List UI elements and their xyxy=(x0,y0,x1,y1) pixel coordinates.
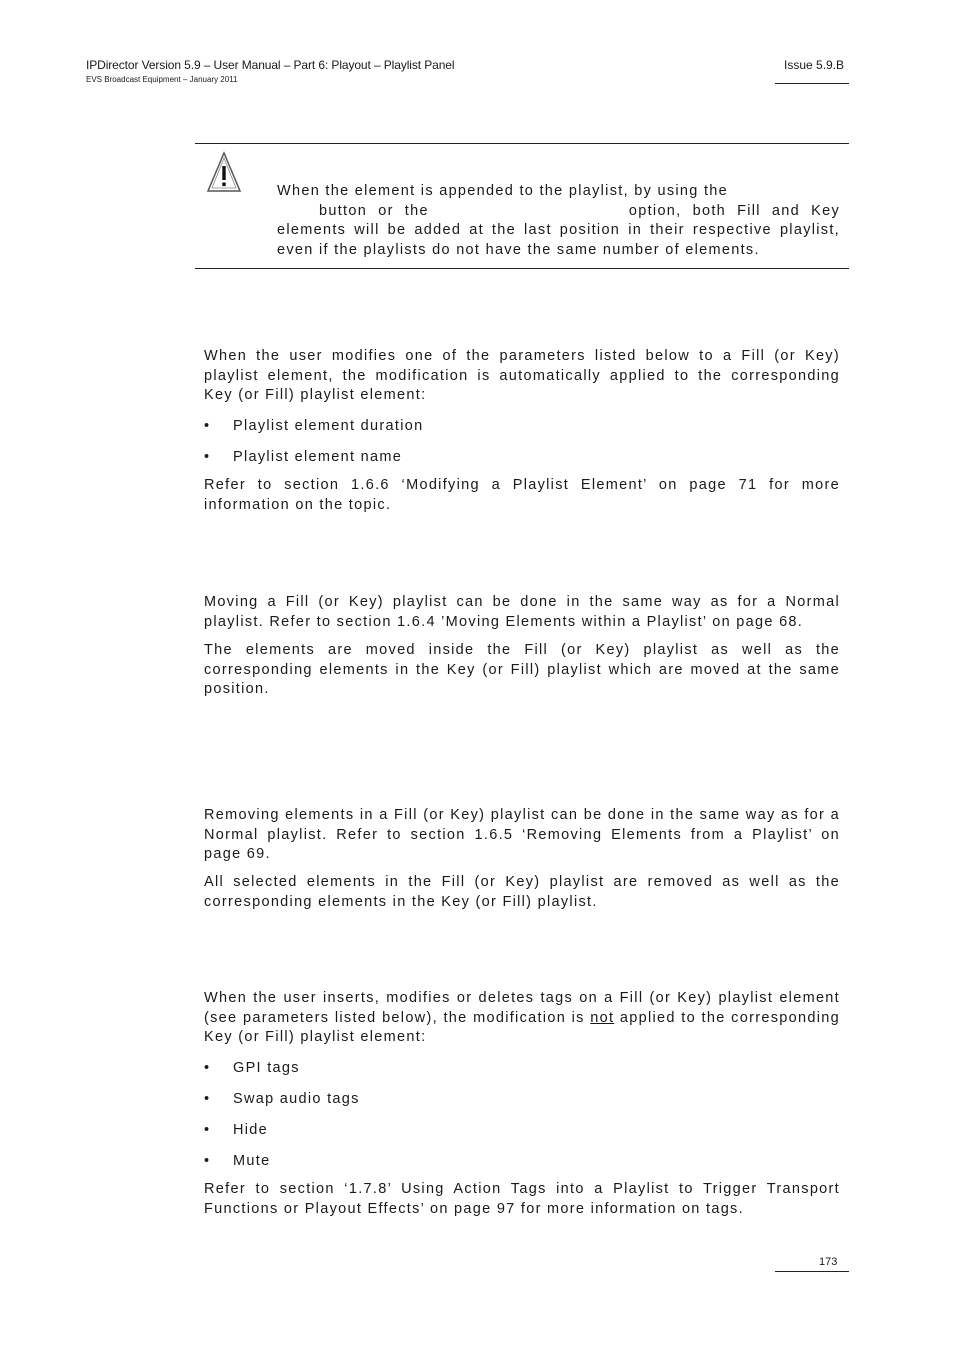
section4-line-2: (see parameters listed below), the modification is not applied to the corresponding xyxy=(204,1009,840,1026)
note-line-2 xyxy=(277,202,840,222)
list-item: • Hide xyxy=(204,1122,269,1138)
list-item: • Playlist element duration xyxy=(204,418,424,434)
section1-line-1: When the user modifies one of the parameters listed below to a Fill (or Key) xyxy=(204,348,840,364)
header-rule xyxy=(775,83,849,84)
section2-line-2: playlist. Refer to section 1.6.4 ’Moving Elements within a Playlist’ on page 68. xyxy=(204,613,804,630)
footer-rule xyxy=(775,1271,849,1272)
section2-paragraph-1 xyxy=(204,593,840,632)
section2-line-1: Moving a Fill (or Key) playlist can be done in the same way as for a Normal xyxy=(204,594,840,610)
section1-reference xyxy=(204,476,840,515)
page-number: 173 xyxy=(819,1256,838,1268)
section2-line-4: corresponding elements in the Key (or Fill) playlist which are moved at the same xyxy=(204,661,840,678)
list-item: • GPI tags xyxy=(204,1060,300,1076)
section1-line-2: playlist element, the modification is automatically applied to the corresponding xyxy=(204,367,840,384)
note-line-4: even if the playlists do not have the same number of elements. xyxy=(277,241,760,258)
issue-label: Issue 5.9.B xyxy=(784,58,845,72)
section3-line-5: corresponding elements in the Key (or Fill) playlist. xyxy=(204,893,598,910)
section2-line-3: The elements are moved inside the Fill (or Key) playlist as well as the xyxy=(204,642,840,658)
section4-reference xyxy=(204,1180,840,1219)
section3-paragraph-1 xyxy=(204,806,840,865)
section4-ref-line-1: Refer to section ‘1.7.8’ Using Action Tags into a Playlist to Trigger Transport xyxy=(204,1181,840,1197)
section1-paragraph xyxy=(204,347,840,406)
note-top-rule xyxy=(195,143,849,144)
section3-line-4: All selected elements in the Fill (or Key) playlist are removed as well as the xyxy=(204,874,840,890)
section4-paragraph xyxy=(204,989,840,1048)
note-line-2a: button or the xyxy=(319,202,429,219)
document-title: IPDirector Version 5.9 – User Manual – Part 6: Playout – Playlist Panel xyxy=(86,58,455,72)
section3-line-3: page 69. xyxy=(204,846,271,862)
emphasis-not: not xyxy=(590,1009,615,1026)
note-line-2b: option, both Fill and Key xyxy=(628,202,840,219)
section1-ref-line-2: information on the topic. xyxy=(204,496,392,513)
section1-ref-line-1: Refer to section 1.6.6 ‘Modifying a Playlist Element’ on page 71 for more xyxy=(204,477,840,493)
list-item: • Mute xyxy=(204,1153,271,1169)
list-item: • Playlist element name xyxy=(204,449,403,465)
note-text xyxy=(277,182,840,260)
section4-line-1: When the user inserts, modifies or deletes tags on a Fill (or Key) playlist element xyxy=(204,990,840,1006)
list-item: • Swap audio tags xyxy=(204,1091,360,1107)
warning-icon xyxy=(206,151,242,193)
section3-line-1: Removing elements in a Fill (or Key) playlist can be done in the same way as for a xyxy=(204,807,840,823)
section4-line-3: Key (or Fill) playlist element: xyxy=(204,1029,427,1045)
note-line-3: elements will be added at the last position in their respective playlist, xyxy=(277,222,840,238)
section3-line-2: Normal playlist. Refer to section 1.6.5 ‘Removing Elements from a Playlist’ on xyxy=(204,826,840,843)
section2-paragraph-2 xyxy=(204,641,840,700)
note-line-1: When the element is appended to the playlist, by using the xyxy=(277,183,729,199)
document-subtitle: EVS Broadcast Equipment – January 2011 xyxy=(86,75,238,84)
section1-line-3: Key (or Fill) playlist element: xyxy=(204,387,427,403)
section3-paragraph-2 xyxy=(204,873,840,912)
section2-line-5: position. xyxy=(204,681,270,697)
note-bottom-rule xyxy=(195,268,849,269)
section4-ref-line-2: Functions or Playout Effects’ on page 97 for more information on tags. xyxy=(204,1200,744,1217)
